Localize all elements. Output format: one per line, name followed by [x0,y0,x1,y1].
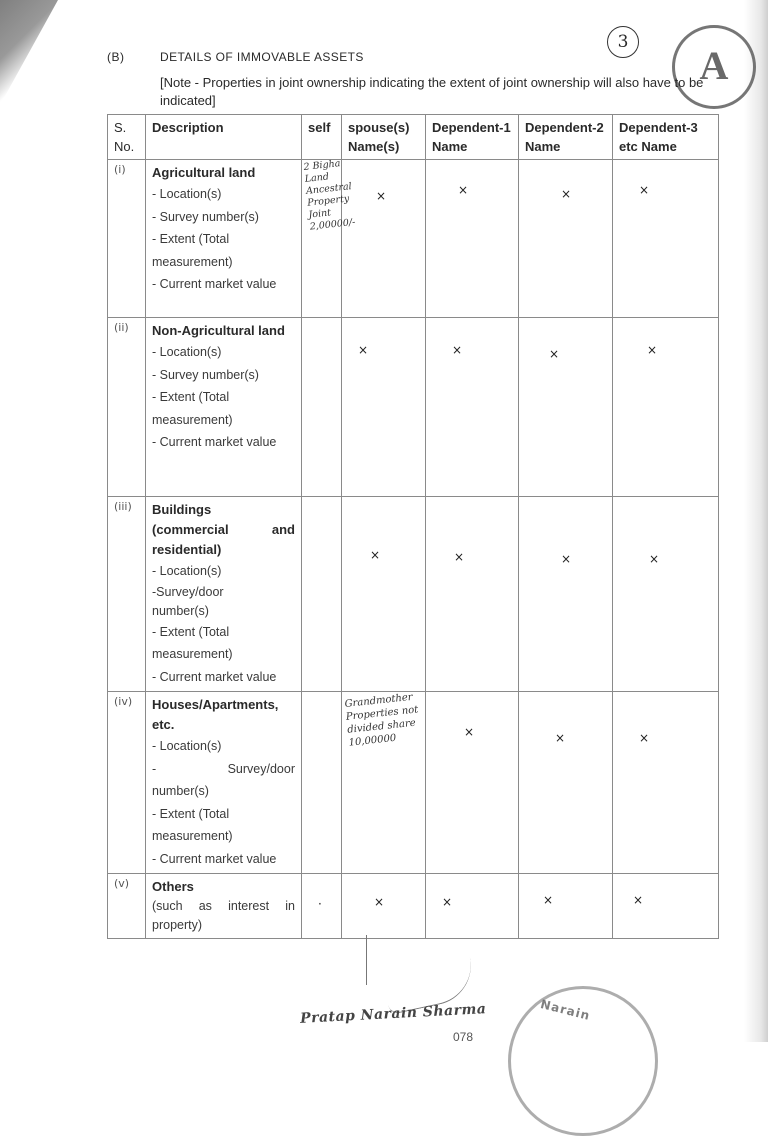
signature-stroke [366,935,367,985]
desc-item-part: Survey/door [227,761,295,776]
cross-mark: × [649,552,660,566]
header-dependent-3: Dependent-3 etc Name [613,115,719,160]
stamp-text: Narain [539,997,592,1023]
cell-spouse [342,692,426,874]
cell-spouse [342,318,426,497]
signature-name: Pratap Narain Sharma [299,1001,487,1027]
cross-mark: × [454,550,465,564]
row-title-word: (commercial [152,522,229,537]
header-self: self [302,115,342,160]
cell-self [302,692,342,874]
cell-self [302,874,342,939]
cell-dependent-3 [613,160,719,318]
header-sno: S. No. [108,115,146,160]
cell-dependent-2 [519,874,613,939]
cell-dependent-2 [519,692,613,874]
desc-item [152,758,295,781]
desc-item: - Extent (Total [152,390,230,404]
table-header-row [108,115,719,160]
desc-item: - Current market value [152,435,277,449]
cell-dependent-3 [613,497,719,692]
table-row-houses-apartments [108,692,719,874]
desc-item: - Location(s) [152,564,222,578]
cross-mark: × [376,189,387,203]
row-title-line: Buildings [152,502,212,517]
row-description [146,318,302,497]
cross-mark: × [458,183,469,197]
stamp-number: 078 [453,1030,474,1044]
row-title-line [152,520,295,540]
cross-mark: × [442,895,453,909]
desc-item: measurement) [152,829,233,843]
cross-mark: × [561,187,572,201]
desc-item-part: - [152,761,157,776]
header-spouse: spouse(s) Name(s) [342,115,426,160]
cross-mark: × [358,343,369,357]
cell-dependent-1 [426,692,519,874]
desc-item: - Extent (Total [152,806,230,821]
row-title: Agricultural land [152,165,256,180]
desc-item: - Current market value [152,851,277,866]
cross-mark: × [633,893,644,907]
seal-stamp-a: A [672,25,756,109]
table-row-others [108,874,719,939]
cell-dependent-1 [426,497,519,692]
cross-mark: × [639,731,650,745]
section-label: (B) [107,50,125,64]
row-sno: (iv) [108,692,146,874]
handwritten-note: 2 Bigha Land Ancestral Property Joint 2,00000/- [303,158,356,233]
table-row-buildings [108,497,719,692]
cell-spouse [342,874,426,939]
cell-self [302,497,342,692]
header-dependent-2: Dependent-2 Name [519,115,613,160]
desc-item: - Extent (Total [152,232,230,246]
desc-item: - Location(s) [152,187,222,201]
cross-mark: × [561,552,572,566]
desc-item: number(s) [152,784,209,798]
cell-spouse [342,160,426,318]
desc-item: (such as interest in property) [152,899,295,932]
table-row-non-agricultural-land [108,318,719,497]
scan-edge-shadow [744,0,768,1042]
desc-item: - Location(s) [152,345,222,359]
desc-item: - Current market value [152,277,277,291]
cross-mark: × [374,895,385,909]
desc-item: - Extent (Total [152,624,230,639]
cross-mark: × [464,725,475,739]
desc-item: number(s) [152,603,209,618]
cell-dependent-2 [519,318,613,497]
desc-item: measurement) [152,647,233,661]
cross-mark: × [452,343,463,357]
cross-mark: × [555,731,566,745]
immovable-assets-table [107,114,719,939]
row-title: Non-Agricultural land [152,323,285,338]
cell-dependent-3 [613,318,719,497]
desc-item: measurement) [152,254,233,269]
row-description [146,692,302,874]
cross-mark: × [639,183,650,197]
desc-item: measurement) [152,412,233,427]
cell-self [302,318,342,497]
cell-dependent-3 [613,874,719,939]
row-title-word: and [271,522,295,537]
cell-self [302,158,356,318]
row-title: Others [152,879,194,894]
cell-spouse [342,497,426,692]
cell-dependent-1 [426,160,519,318]
cell-dependent-2 [519,497,613,692]
row-sno: (ii) [108,318,146,497]
cross-mark: × [543,893,554,907]
desc-item: - Location(s) [152,739,222,753]
page-number: 3 [607,26,639,58]
handwritten-note: Grandmother Properties not divided share 10,00000 [344,691,419,749]
table-row-agricultural-land [108,160,719,318]
cell-dependent-1 [426,318,519,497]
section-note: [Note - Properties in joint ownership indicating the extent of joint ownership will also have to be indicated] [160,75,704,108]
desc-item: - Current market value [152,669,277,684]
desc-item: - Survey number(s) [152,367,259,382]
header-description: Description [146,115,302,160]
row-sno: (iii) [108,497,146,692]
row-description [146,160,302,318]
dot-mark: · [318,897,322,911]
cross-mark: × [370,548,381,562]
section-title: DETAILS OF IMMOVABLE ASSETS [160,50,364,64]
row-description [146,497,302,692]
row-sno: (i) [108,160,146,318]
cross-mark: × [549,347,560,361]
cross-mark: × [647,343,658,357]
row-sno: (v) [108,874,146,939]
desc-item: - Survey number(s) [152,209,259,224]
desc-item: -Survey/door [152,584,224,599]
row-description [146,874,302,939]
cell-dependent-3 [613,692,719,874]
header-dependent-1: Dependent-1 Name [426,115,519,160]
row-title-line: residential) [152,542,222,557]
row-title: Houses/Apartments, etc. [152,697,279,732]
scan-corner-shadow [0,0,60,110]
